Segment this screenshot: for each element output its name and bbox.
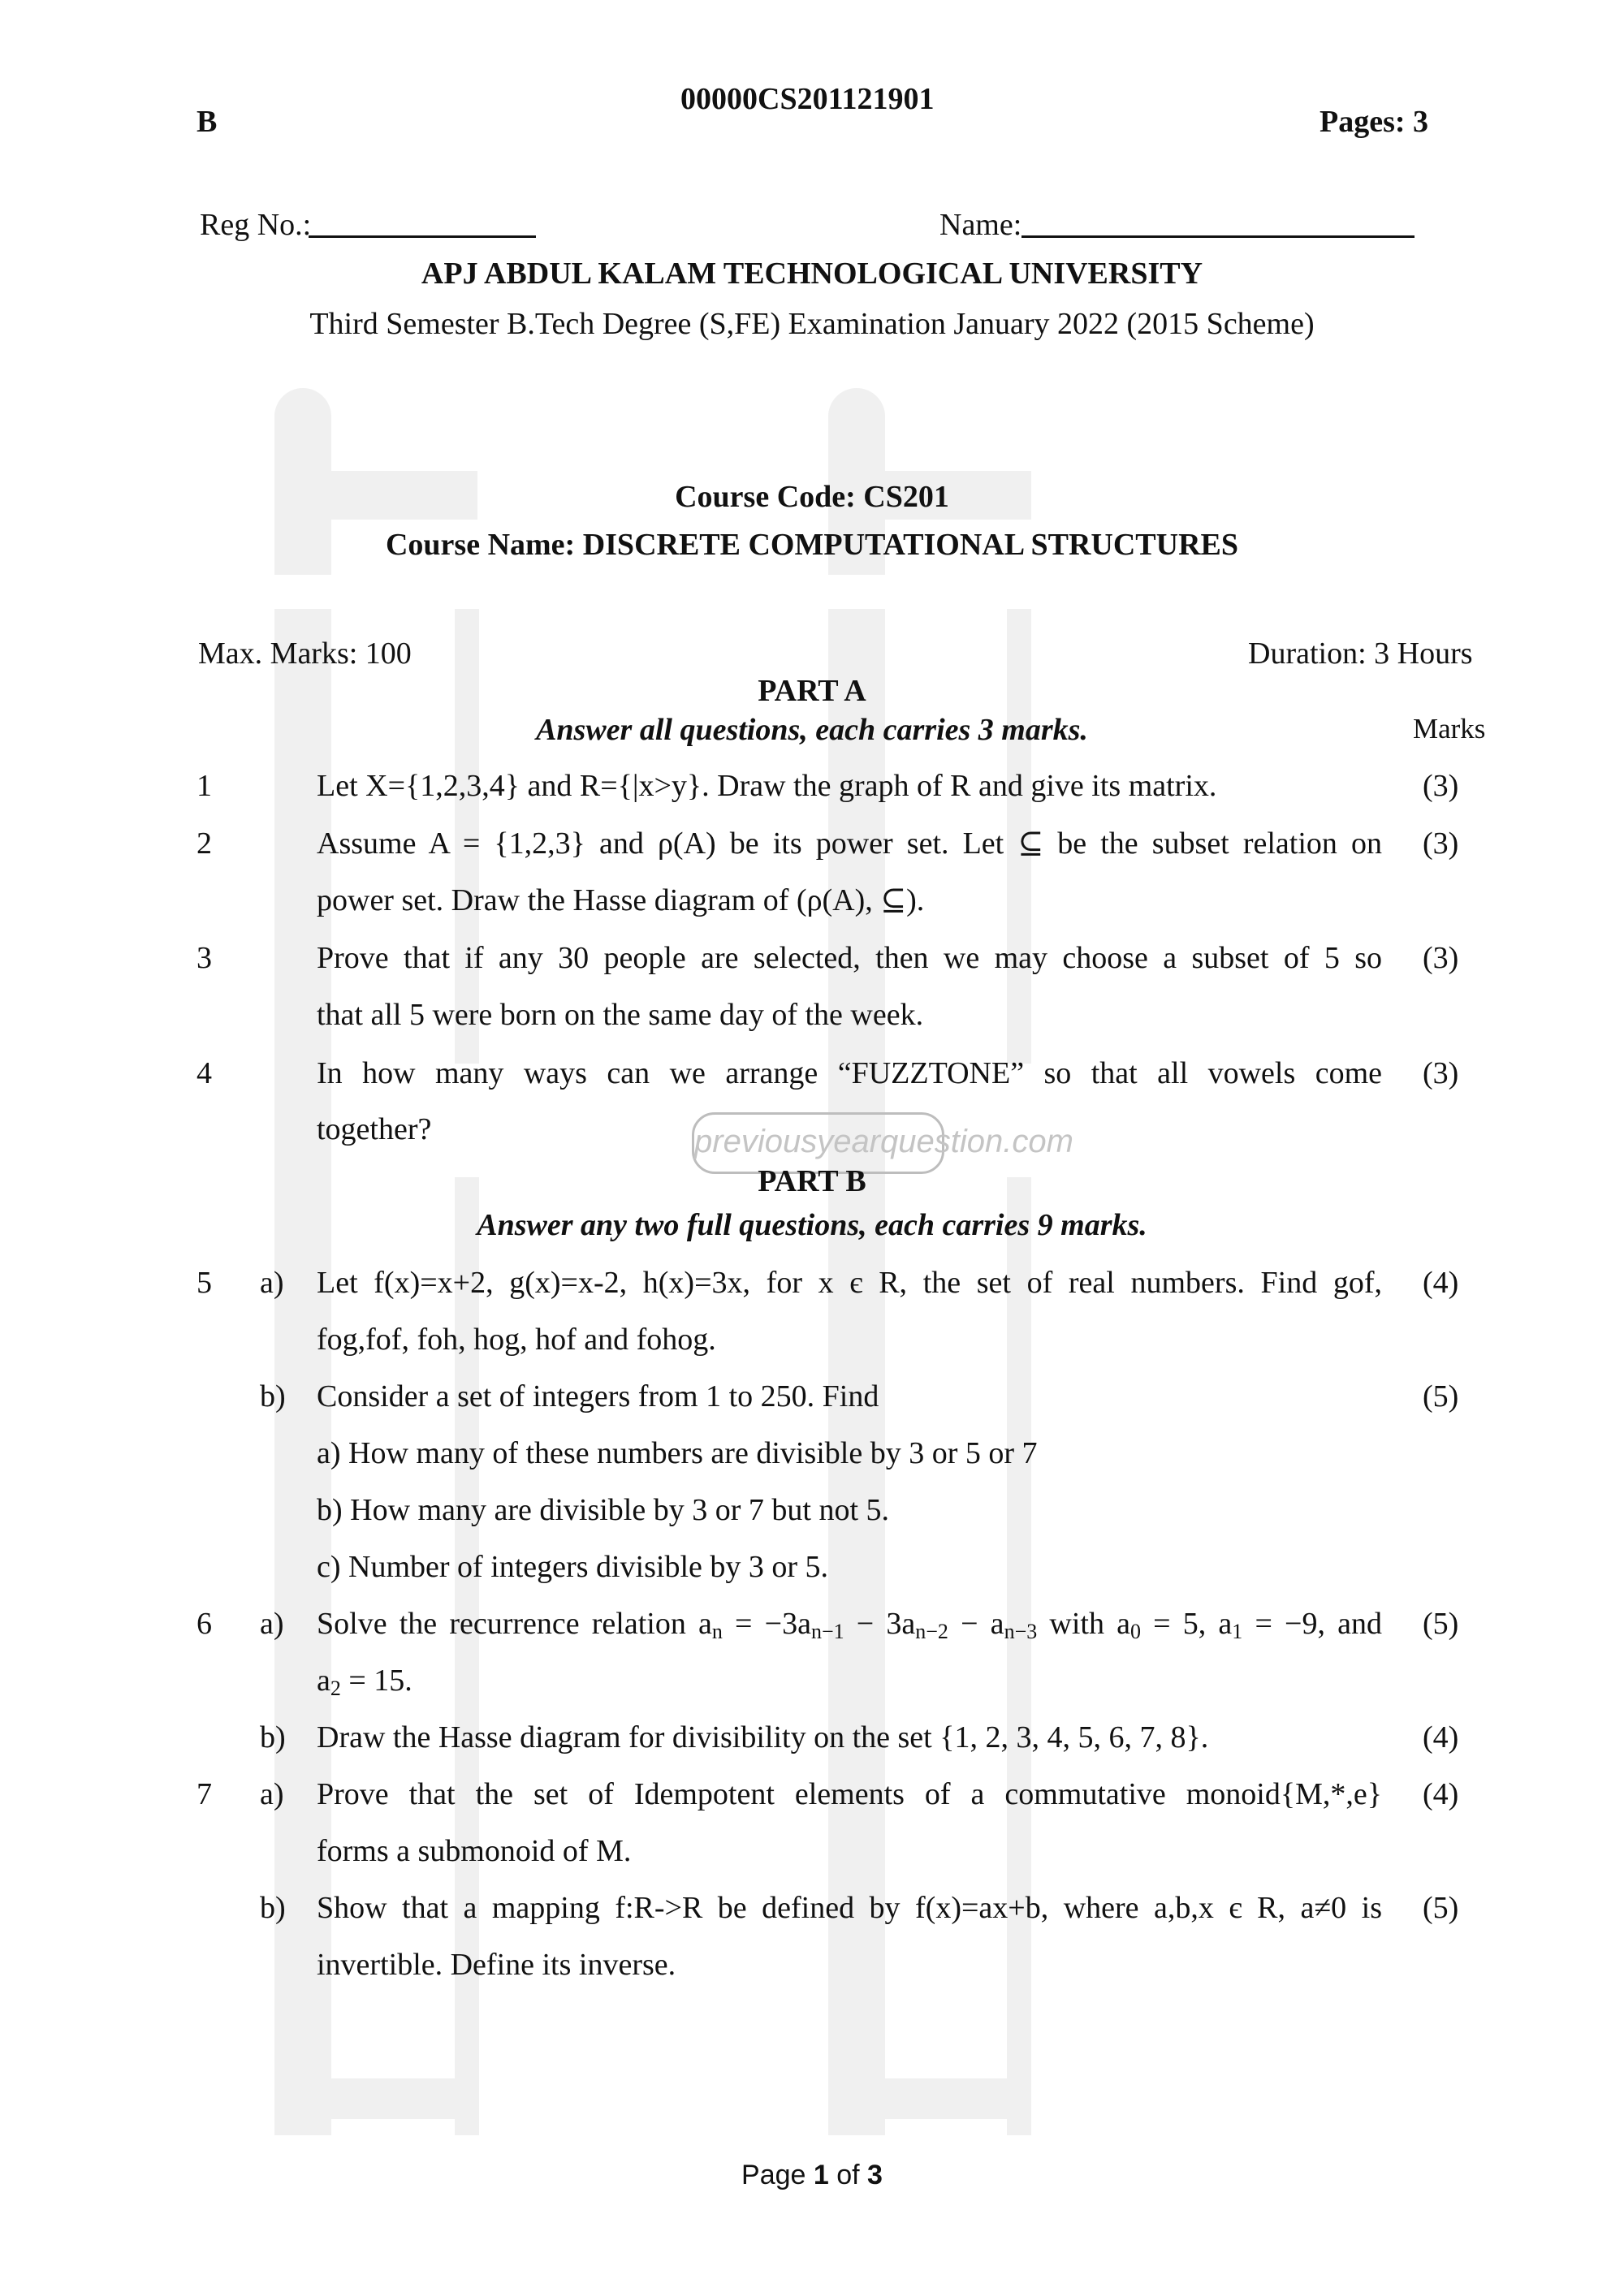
part-a-instruction: Answer all questions, each carries 3 marks. (536, 713, 1088, 747)
sub-label: b) (260, 1720, 286, 1754)
paper-code: 00000CS201121901 (680, 82, 935, 116)
question-text: Let f(x)=x+2, g(x)=x-2, h(x)=3x, for x є R, the set of real numbers. Find gof, (317, 1266, 1382, 1300)
question-text: Solve the recurrence relation $a_n = -3a_{n-1} - 3a_{n-2} - a_{n-3}$ with $a_0 = 5$, $a_1 = -9$, and (317, 1607, 1383, 1643)
marks-header: Marks (1413, 713, 1486, 744)
question-text: a) How many of these numbers are divisible by 3 or 5 or 7 (317, 1436, 1038, 1470)
question-number: 2 (197, 826, 212, 861)
sub-label: a) (260, 1607, 284, 1641)
question-marks: (4) (1423, 1266, 1459, 1300)
sub-label: b) (260, 1891, 286, 1925)
part-a-title: PART A (758, 674, 866, 708)
question-marks: (4) (1423, 1720, 1459, 1754)
question-number: 5 (197, 1266, 212, 1300)
question-marks: (5) (1423, 1607, 1459, 1641)
part-b-instruction: Answer any two full questions, each carries 9 marks. (477, 1208, 1147, 1242)
course-name: Course Name: DISCRETE COMPUTATIONAL STRUCTURES (385, 528, 1238, 562)
question-text: Assume A = {1,2,3} and ρ(A) be its power set. Let ⊆ be the subset relation on (317, 826, 1382, 861)
question-number: 3 (197, 941, 212, 975)
course-code: Course Code: CS201 (675, 480, 949, 514)
question-marks: (3) (1423, 1056, 1459, 1090)
question-marks: (5) (1423, 1379, 1459, 1413)
question-number: 4 (197, 1056, 212, 1090)
question-number: 7 (197, 1777, 212, 1811)
page-footer: Page 1 of 3 (741, 2160, 883, 2190)
question-text: Draw the Hasse diagram for divisibility on the set {1, 2, 3, 4, 5, 6, 7, 8}. (317, 1720, 1209, 1754)
question-text: power set. Draw the Hasse diagram of (ρ(A), ⊆). (317, 883, 925, 917)
question-marks: (5) (1423, 1891, 1459, 1925)
question-text: that all 5 were born on the same day of the week. (317, 998, 924, 1032)
set-letter: B (197, 105, 218, 139)
name-field-line (1021, 235, 1415, 238)
question-text: fog,fof, foh, hog, hof and fohog. (317, 1323, 716, 1357)
question-text: Show that a mapping f:R->R be defined by f(x)=ax+b, where a,b,x є R, a≠0 is (317, 1891, 1382, 1925)
watermark-site-logo: previousyearquestion.com (692, 1112, 944, 1174)
question-text: In how many ways can we arrange “FUZZTONE” so that all vowels come (317, 1056, 1382, 1090)
question-marks: (3) (1423, 769, 1459, 803)
question-marks: (3) (1423, 941, 1459, 975)
page-count: Pages: 3 (1320, 105, 1429, 139)
reg-no-field-line (309, 235, 536, 238)
question-text: Prove that if any 30 people are selected, then we may choose a subset of 5 so (317, 941, 1382, 975)
university-name: APJ ABDUL KALAM TECHNOLOGICAL UNIVERSITY (421, 257, 1203, 291)
question-text: forms a submonoid of M. (317, 1834, 632, 1868)
question-marks: (4) (1423, 1777, 1459, 1811)
question-text: Consider a set of integers from 1 to 250. Find (317, 1379, 879, 1413)
question-text: together? (317, 1112, 432, 1146)
question-number: 1 (197, 769, 212, 803)
max-marks: Max. Marks: 100 (198, 637, 412, 671)
question-number: 6 (197, 1607, 212, 1641)
sub-label: a) (260, 1266, 284, 1300)
question-text: c) Number of integers divisible by 3 or 5. (317, 1550, 829, 1584)
reg-no-label: Reg No.: (200, 208, 312, 242)
sub-label: b) (260, 1379, 286, 1413)
question-text: Prove that the set of Idempotent elements of a commutative monoid{M,*,e} (317, 1777, 1382, 1811)
part-b-title: PART B (758, 1164, 866, 1198)
question-marks: (3) (1423, 826, 1459, 861)
sub-label: a) (260, 1777, 284, 1811)
question-text: Let X={1,2,3,4} and R={|x>y}. Draw the graph of R and give its matrix. (317, 769, 1217, 803)
question-text: invertible. Define its inverse. (317, 1948, 676, 1982)
exam-title: Third Semester B.Tech Degree (S,FE) Examination January 2022 (2015 Scheme) (309, 307, 1315, 341)
question-text: b) How many are divisible by 3 or 7 but not 5. (317, 1493, 890, 1527)
question-text: $a_2 = 15$. (317, 1664, 412, 1700)
duration: Duration: 3 Hours (1248, 637, 1473, 671)
name-label: Name: (939, 208, 1022, 242)
